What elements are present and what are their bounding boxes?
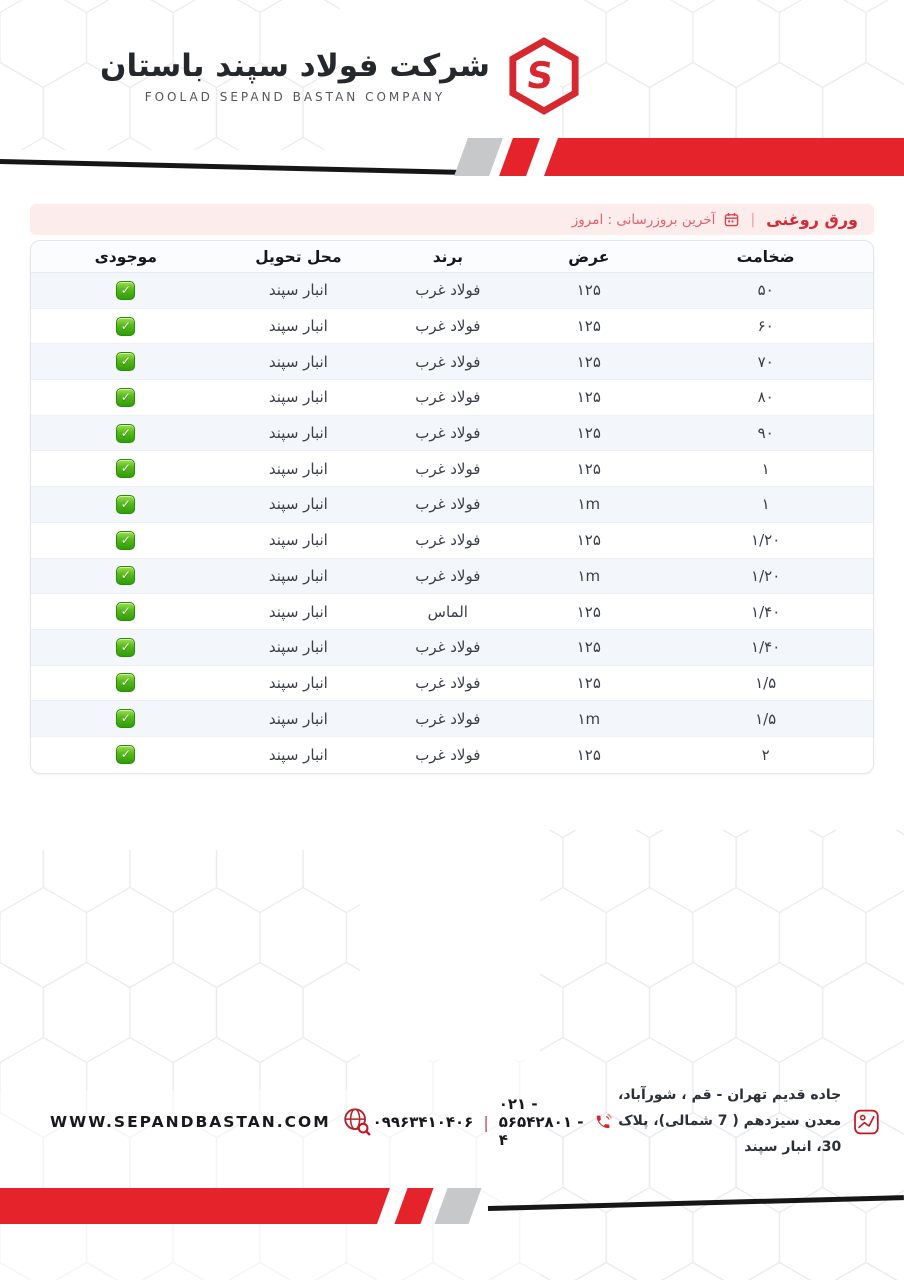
cell-width: ۱m (577, 495, 601, 514)
cell-width: ۱۲۵ (576, 352, 601, 371)
cell-stock (31, 745, 220, 764)
cell-brand: فولاد غرب (415, 352, 481, 371)
green-check-icon: ✓ (116, 673, 135, 692)
table-row (31, 344, 873, 380)
address-line-2: معدن سیزدهم ( 7 شمالی)، پلاک 30، انبار سپند (618, 1113, 842, 1155)
cell-thickness: ۶۰ (757, 317, 774, 336)
table-row (31, 594, 873, 630)
top-ribbon-red-bar (544, 138, 904, 176)
cell-width: ۱۲۵ (576, 281, 601, 300)
table-row (31, 309, 873, 345)
cell-delivery: انبار سپند (268, 281, 328, 300)
green-check-icon: ✓ (116, 281, 135, 300)
cell-width: ۱m (577, 566, 601, 585)
cell-width: ۱۲۵ (576, 531, 601, 550)
green-check-icon: ✓ (116, 424, 135, 443)
cell-thickness: ۱/۵ (755, 673, 777, 692)
cell-brand: فولاد غرب (415, 566, 481, 585)
cell-thickness: ۱/۲۰ (751, 531, 781, 550)
cell-stock (31, 602, 220, 621)
cell-delivery: انبار سپند (268, 388, 328, 407)
phone-separator: | (483, 1112, 489, 1132)
table-header-row (31, 241, 873, 273)
footer-contact (0, 1082, 904, 1162)
table-row (31, 416, 873, 452)
cell-delivery: انبار سپند (268, 638, 328, 657)
address-block (612, 1083, 841, 1161)
cell-delivery: انبار سپند (268, 709, 328, 728)
cell-width: ۱۲۵ (576, 459, 601, 478)
header-cell-stock: موجودی (94, 247, 157, 266)
cell-thickness: ۷۰ (757, 352, 774, 371)
cell-brand: فولاد غرب (415, 281, 481, 300)
cell-delivery: انبار سپند (268, 566, 328, 585)
cell-stock (31, 459, 220, 478)
cell-brand: فولاد غرب (415, 531, 481, 550)
cell-thickness: ۹۰ (757, 424, 774, 443)
cell-width: ۱۲۵ (576, 745, 601, 764)
cell-delivery: انبار سپند (268, 531, 328, 550)
green-check-icon: ✓ (116, 745, 135, 764)
company-logo-hexagon-s-icon (506, 36, 582, 116)
cell-brand: فولاد غرب (415, 638, 481, 657)
table-row (31, 630, 873, 666)
cell-thickness: ۱/۵ (755, 709, 777, 728)
phone-numbers (373, 1095, 612, 1149)
cell-thickness: ۵۰ (757, 281, 774, 300)
cell-delivery: انبار سپند (268, 602, 328, 621)
table-row (31, 737, 873, 773)
cell-width: ۱m (577, 709, 601, 728)
table-row (31, 523, 873, 559)
mobile-number[interactable]: ۰۹۹۶۳۴۱۰۴۰۶ (372, 1113, 474, 1131)
green-check-icon: ✓ (116, 602, 135, 621)
cell-stock (31, 531, 220, 550)
cell-width: ۱۲۵ (576, 638, 601, 657)
cell-brand: فولاد غرب (415, 673, 481, 692)
table-row (31, 666, 873, 702)
cell-delivery: انبار سپند (268, 459, 328, 478)
cell-delivery: انبار سپند (268, 495, 328, 514)
cell-brand: فولاد غرب (415, 495, 481, 514)
cell-thickness: ۲ (761, 745, 770, 764)
phone-icon (594, 1107, 612, 1137)
logo-group (100, 36, 582, 116)
green-check-icon: ✓ (116, 317, 135, 336)
cell-width: ۱۲۵ (576, 602, 601, 621)
header-cell-brand: برند (432, 247, 463, 266)
cell-stock (31, 673, 220, 692)
cell-stock (31, 424, 220, 443)
green-check-icon: ✓ (116, 531, 135, 550)
green-check-icon: ✓ (116, 352, 135, 371)
last-update-text: آخرین بروزرسانی : امروز (571, 211, 716, 228)
cell-thickness: ۱/۴۰ (751, 602, 781, 621)
cell-stock (31, 281, 220, 300)
header-cell-thickness: ضخامت (736, 247, 795, 266)
cell-width: ۱۲۵ (576, 317, 601, 336)
cell-stock (31, 709, 220, 728)
cell-stock (31, 388, 220, 407)
cell-stock (31, 352, 220, 371)
bottom-ribbon-red-bar (0, 1188, 390, 1224)
table-row (31, 451, 873, 487)
price-table (30, 240, 874, 774)
cell-brand: فولاد غرب (415, 745, 481, 764)
table-row (31, 701, 873, 737)
cell-stock (31, 638, 220, 657)
cell-delivery: انبار سپند (268, 352, 328, 371)
update-bar (30, 204, 874, 235)
calendar-icon (724, 212, 739, 227)
cell-thickness: ۸۰ (757, 388, 774, 407)
table-row (31, 559, 873, 595)
green-check-icon: ✓ (116, 495, 135, 514)
cell-brand: فولاد غرب (415, 317, 481, 336)
cell-thickness: ۱ (761, 495, 770, 514)
table-row (31, 380, 873, 416)
green-check-icon: ✓ (116, 388, 135, 407)
cell-thickness: ۱/۲۰ (751, 566, 781, 585)
cell-delivery: انبار سپند (268, 745, 328, 764)
cell-brand: فولاد غرب (415, 388, 481, 407)
cell-stock (31, 495, 220, 514)
cell-brand: فولاد غرب (415, 709, 481, 728)
green-check-icon: ✓ (116, 459, 135, 478)
logo-text (100, 48, 490, 104)
cell-delivery: انبار سپند (268, 424, 328, 443)
table-row (31, 273, 873, 309)
update-bar-divider: | (750, 211, 756, 228)
cell-thickness: ۱/۴۰ (751, 638, 781, 657)
green-check-icon: ✓ (116, 709, 135, 728)
header-cell-width: عرض (568, 247, 610, 266)
cell-width: ۱۲۵ (576, 388, 601, 407)
green-check-icon: ✓ (116, 566, 135, 585)
cell-brand: فولاد غرب (415, 424, 481, 443)
green-check-icon: ✓ (116, 638, 135, 657)
map-location-icon (853, 1103, 880, 1141)
website-link[interactable]: WWW.SEPANDBASTAN.COM (50, 1113, 331, 1131)
globe-search-icon (341, 1106, 373, 1138)
cell-stock (31, 566, 220, 585)
cell-brand: الماس (427, 602, 468, 621)
svg-text:S: S (524, 54, 556, 98)
cell-delivery: انبار سپند (268, 317, 328, 336)
company-name-fa: شرکت فولاد سپند باستان (100, 48, 490, 84)
company-name-en: FOOLAD SEPAND BASTAN COMPANY (144, 90, 446, 104)
cell-width: ۱۲۵ (576, 673, 601, 692)
cell-width: ۱۲۵ (576, 424, 601, 443)
cell-delivery: انبار سپند (268, 673, 328, 692)
cell-stock (31, 317, 220, 336)
cell-thickness: ۱ (761, 459, 770, 478)
table-row (31, 487, 873, 523)
address-line-1: جاده قدیم تهران - قم ، شورآباد، (618, 1087, 842, 1104)
header-cell-delivery: محل تحویل (255, 247, 342, 266)
product-title: ورق روغنی (766, 210, 858, 229)
table-body (31, 273, 873, 773)
cell-brand: فولاد غرب (415, 459, 481, 478)
address-group (612, 1083, 880, 1161)
website-group (50, 1106, 373, 1138)
landline-number[interactable]: ۰۲۱ - ۵۶۵۴۲۸۰۱ - ۴ (498, 1095, 584, 1149)
